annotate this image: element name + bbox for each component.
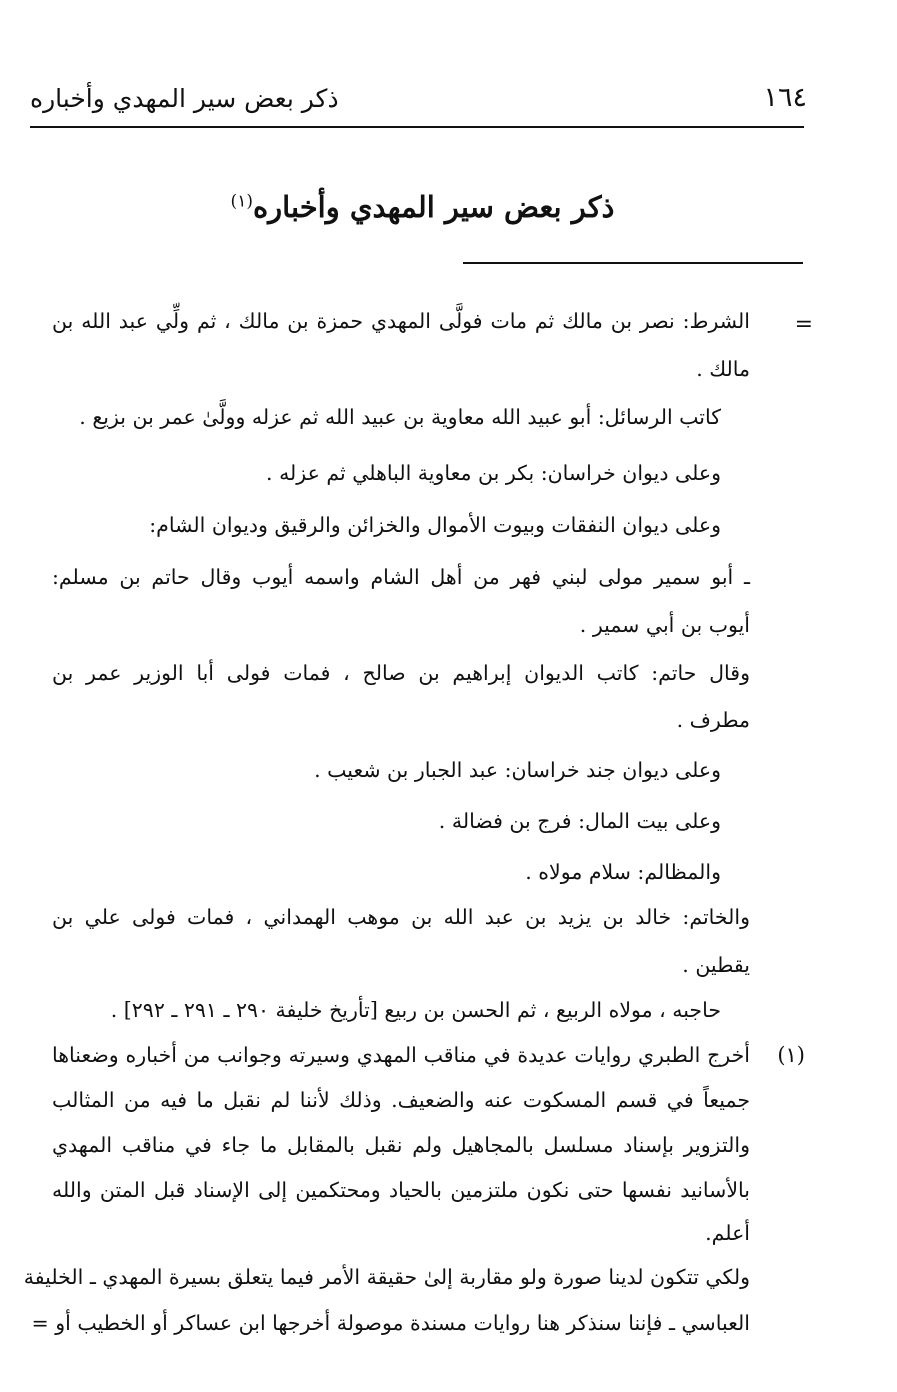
body-line: حاجبه ، مولاه الربيع ، ثم الحسن بن ربيع [تأريخ خليفة ٢٩٠ ـ ٢٩١ ـ ٢٩٢] . bbox=[110, 998, 721, 1022]
continuation-mark: = bbox=[794, 312, 813, 337]
running-header-title: ذكر بعض سير المهدي وأخباره bbox=[30, 84, 339, 113]
body-line: وقال حاتم: كاتب الديوان إبراهيم بن صالح ، فمات فولى أبا الوزير عمر بن bbox=[52, 661, 750, 685]
chapter-rule bbox=[463, 262, 803, 264]
body-line: يقطين . bbox=[682, 953, 750, 977]
body-line: مطرف . bbox=[676, 708, 750, 732]
body-line: والمظالم: سلام مولاه . bbox=[525, 860, 721, 884]
chapter-footnote-ref: (١) bbox=[230, 191, 253, 212]
footnote-line: العباسي ـ فإننا سنذكر هنا روايات مسندة موصولة أخرجها ابن عساكر أو الخطيب أو = bbox=[31, 1311, 750, 1335]
header-rule bbox=[30, 126, 804, 128]
body-line: وعلى ديوان النفقات وبيوت الأموال والخزائن والرقيق وديوان الشام: bbox=[149, 513, 721, 537]
body-line: وعلى ديوان خراسان: بكر بن معاوية الباهلي ثم عزله . bbox=[266, 461, 721, 485]
body-line: ـ أبو سمير مولى لبني فهر من أهل الشام واسمه أيوب وقال حاتم بن مسلم: bbox=[52, 565, 750, 589]
footnote-line: ولكي تتكون لدينا صورة ولو مقاربة إلىٰ حقيقة الأمر فيما يتعلق بسيرة المهدي ـ الخليفة bbox=[23, 1265, 750, 1289]
footnote-number: (١) bbox=[777, 1043, 805, 1067]
chapter-title bbox=[0, 190, 845, 224]
page-number: ١٦٤ bbox=[763, 82, 807, 113]
footnote-line: والتزوير بإسناد مسلسل بالمجاهيل ولم نقبل بالمقابل ما جاء في مناقب المهدي bbox=[52, 1133, 750, 1157]
footnote-line: أخرج الطبري روايات عديدة في مناقب المهدي وسيرته وجوانب من أخباره وضعناها bbox=[52, 1043, 750, 1067]
body-line: مالك . bbox=[696, 357, 750, 381]
body-line: والخاتم: خالد بن يزيد بن عبد الله بن موهب الهمداني ، فمات فولى علي بن bbox=[52, 905, 750, 929]
footnote-line: جميعاً في قسم المسكوت عنه والضعيف. وذلك لأننا لم نقبل ما فيه من المثالب bbox=[52, 1088, 750, 1112]
body-line: أيوب بن أبي سمير . bbox=[579, 613, 750, 637]
footnote-line: أعلم. bbox=[705, 1221, 750, 1245]
body-line: الشرط: نصر بن مالك ثم مات فولَّى المهدي حمزة بن مالك ، ثم ولِّي عبد الله بن bbox=[52, 309, 750, 333]
chapter-title-text: ذكر بعض سير المهدي وأخباره bbox=[252, 190, 615, 224]
footnote-line: بالأسانيد نفسها حتى نكون ملتزمين بالحياد ومحتكمين إلى الإسناد قبل المتن والله bbox=[52, 1178, 750, 1202]
body-line: وعلى بيت المال: فرج بن فضالة . bbox=[438, 809, 721, 833]
body-line: كاتب الرسائل: أبو عبيد الله معاوية بن عبيد الله ثم عزله وولَّىٰ عمر بن بزيع . bbox=[79, 405, 721, 429]
body-line: وعلى ديوان جند خراسان: عبد الجبار بن شعيب . bbox=[314, 758, 721, 782]
